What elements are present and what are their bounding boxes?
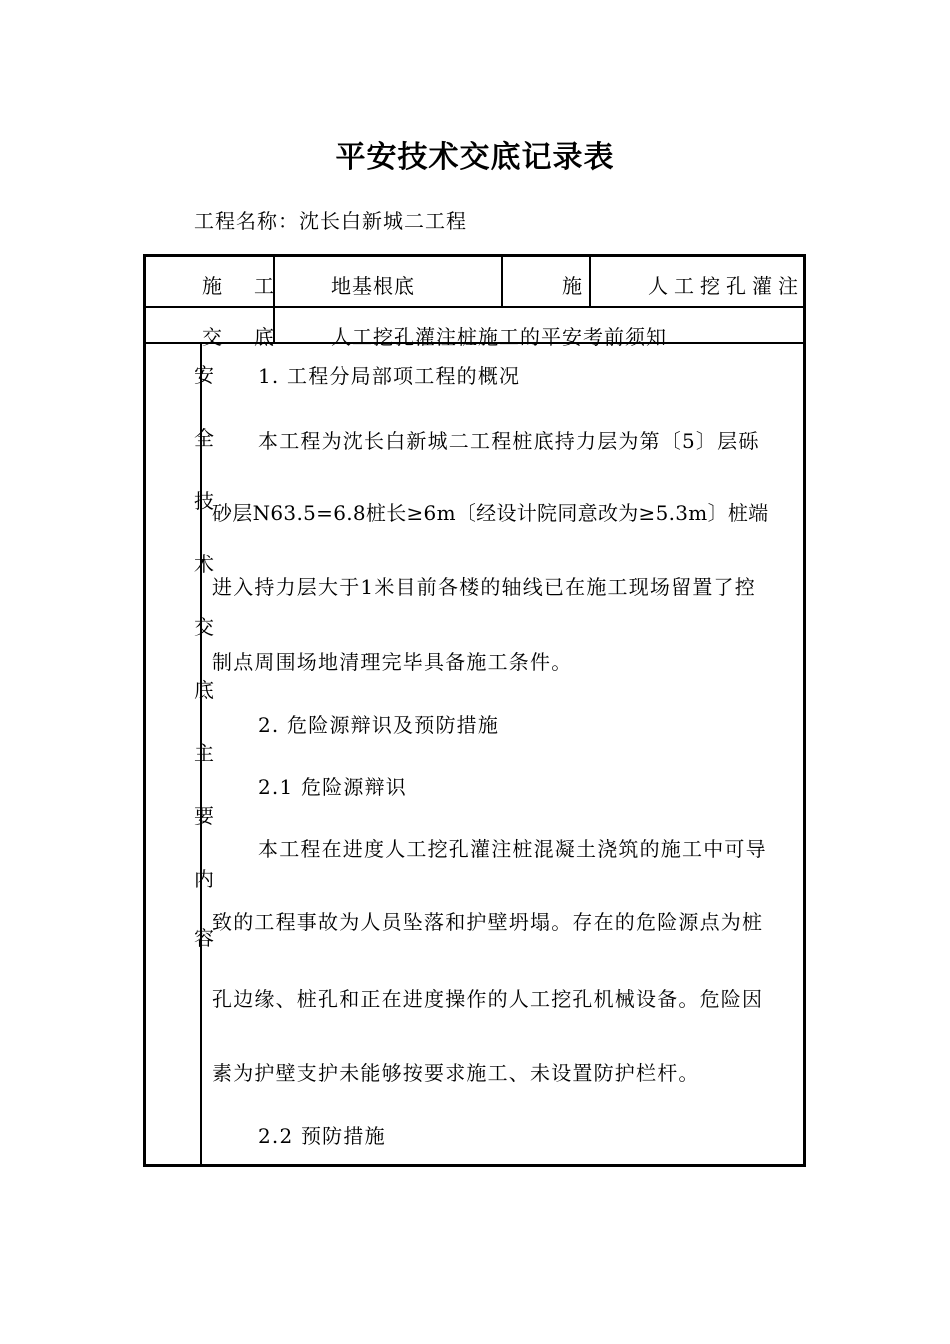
side-label-char: 要 bbox=[194, 804, 214, 828]
side-label-char: 技 bbox=[194, 489, 214, 513]
side-label-char: 容 bbox=[194, 926, 214, 950]
side-label-char: 内 bbox=[194, 867, 214, 891]
row1-col-divider-2 bbox=[501, 254, 503, 308]
side-label-char: 术 bbox=[194, 552, 214, 576]
row2-value: 人工挖孔灌注桩施工的平安考前须知 bbox=[331, 325, 667, 349]
row1-value-b: 人工挖孔灌注 bbox=[648, 274, 804, 298]
content-line: 1. 工程分局部项工程的概况 bbox=[258, 364, 521, 388]
side-label-char: 安 bbox=[194, 363, 214, 387]
content-line: 进入持力层大于1米目前各楼的轴线已在施工现场留置了控 bbox=[212, 575, 756, 599]
content-line: 制点周围场地清理完毕具备施工条件。 bbox=[212, 650, 573, 674]
content-line: 2.1 危险源辩识 bbox=[258, 775, 407, 799]
content-line: 素为护壁支护未能够按要求施工、未设置防护栏杆。 bbox=[212, 1061, 700, 1085]
side-label-char: 底 bbox=[194, 678, 214, 702]
content-line: 砂层N63.5=6.8桩长≥6m〔经设计院同意改为≥5.3m〕桩端 bbox=[212, 501, 769, 525]
content-line: 2. 危险源辩识及预防措施 bbox=[258, 713, 500, 737]
side-label-char: 全 bbox=[194, 426, 214, 450]
content-line: 2.2 预防措施 bbox=[258, 1124, 386, 1148]
row1-col-divider-3 bbox=[589, 254, 591, 308]
content-line: 本工程在进度人工挖孔灌注桩混凝土浇筑的施工中可导 bbox=[258, 837, 767, 861]
table-border-right bbox=[803, 254, 806, 1167]
row1-label-b: 施 bbox=[562, 274, 583, 298]
side-label-char: 主 bbox=[194, 741, 214, 765]
content-line: 孔边缘、桩孔和正在进度操作的人工挖孔机械设备。危险因 bbox=[212, 987, 764, 1011]
row1-value-a: 地基根底 bbox=[331, 274, 415, 298]
table-border-bottom bbox=[143, 1164, 806, 1167]
content-line: 本工程为沈长白新城二工程桩底持力层为第〔5〕层砾 bbox=[258, 429, 760, 453]
row1-divider bbox=[143, 306, 806, 308]
row2-label: 交 底 bbox=[202, 325, 280, 349]
page-title: 平安技术交底记录表 bbox=[335, 140, 615, 175]
row1-label-a: 施 工 bbox=[202, 274, 280, 298]
content-line: 致的工程事故为人员坠落和护壁坍塌。存在的危险源点为桩 bbox=[212, 910, 764, 934]
side-label-char: 交 bbox=[194, 615, 214, 639]
project-name: 工程名称：沈长白新城二工程 bbox=[194, 209, 467, 233]
table-border-left bbox=[143, 254, 146, 1167]
table-border-top bbox=[143, 254, 806, 257]
